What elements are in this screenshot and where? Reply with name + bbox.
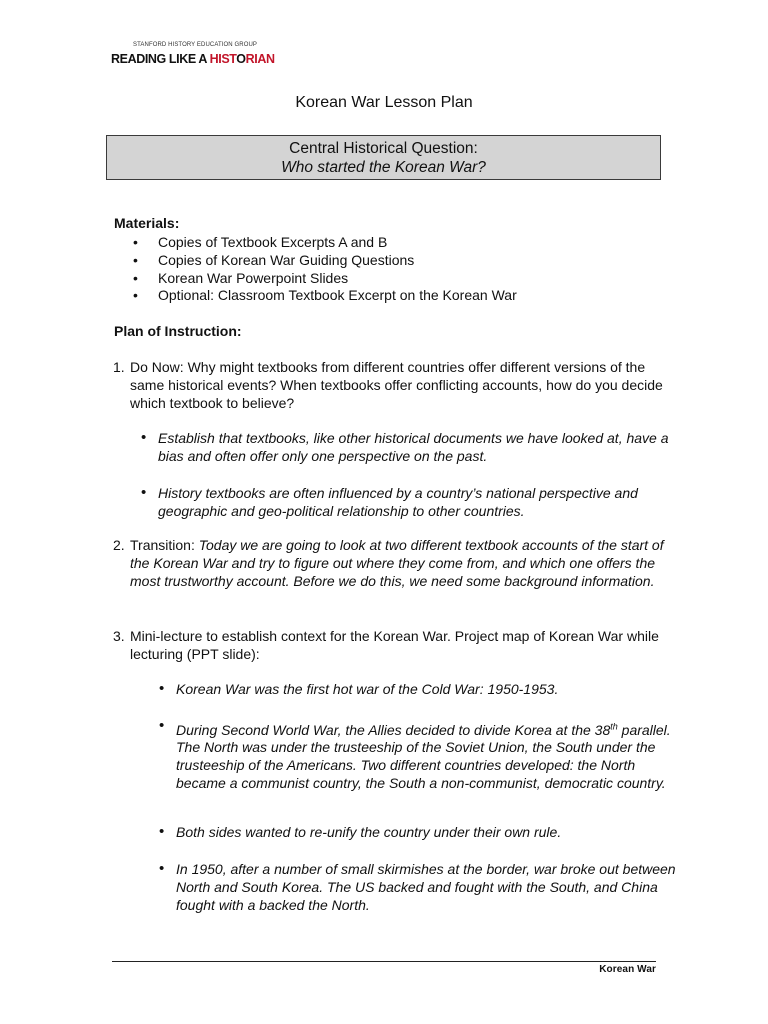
list-item [130,287,517,305]
bullet-icon: • [159,860,165,877]
instruction-step-2 [113,537,673,590]
bullet-icon: • [159,823,165,840]
list-item-text: Establish that textbooks, like other historical documents we have looked at, have a bias and often offer only one perspective on the past. [158,430,669,464]
materials-list [130,234,517,305]
bullet-icon: • [133,287,138,304]
list-item-text-part-2: parallel. The North was under the trusteeship of the Soviet Union, the South under the trusteeship of the Americans. Two different countries developed: the North became a communist country, the South a non-communist, democratic country. [176,721,671,792]
list-item [159,680,676,699]
list-item [130,234,517,252]
central-question-label: Central Historical Question: [289,140,478,157]
list-item [130,252,517,270]
central-question-box [106,135,661,180]
footer-label: Korean War [599,964,656,975]
list-item-text: Optional: Classroom Textbook Excerpt on the Korean War [158,287,517,304]
bullet-icon: • [141,484,147,501]
list-item [141,429,678,466]
logo-org-name: STANFORD HISTORY EDUCATION GROUP [133,42,257,48]
step-number: 1. [113,359,125,375]
list-item-text [176,722,671,791]
step-text: Do Now: Why might textbooks from different countries offer different versions of the same historical events? When textbooks offer conflicting accounts, how do you decide which textbook to believe? [130,359,663,411]
logo-wordmark [111,52,275,66]
bullet-icon: • [133,269,138,286]
footer-divider [112,961,656,962]
instruction-step-1 [113,359,673,412]
logo-text-part-3: O [236,52,246,66]
list-item-text: In 1950, after a number of small skirmishes at the border, war broke out between North and South Korea. The US backed and fought with the South, and China fought with a backed the North. [176,861,676,913]
list-item-text: Korean War Powerpoint Slides [158,269,349,286]
list-item-text-part-1: During Second World War, the Allies decided to divide Korea at the 38 [176,721,611,738]
list-item-text: Copies of Textbook Excerpts A and B [158,234,388,250]
step-number: 3. [113,628,125,644]
list-item [159,717,676,793]
bullet-icon: • [159,680,165,697]
list-item [159,860,676,914]
bullet-icon: • [133,251,138,268]
plan-heading: Plan of Instruction: [114,323,242,339]
step-text: Mini-lecture to establish context for the Korean War. Project map of Korean War while lecturing (PPT slide): [130,628,659,662]
list-item-text: Both sides wanted to re-unify the country under their own rule. [176,824,562,840]
logo-text-part-1: READING LIKE A [111,52,210,66]
materials-heading: Materials: [114,215,180,231]
step-label: Transition: [130,537,199,553]
list-item [159,823,676,842]
central-question-text: Who started the Korean War? [281,159,486,176]
list-item [141,484,678,521]
logo-text-part-2: HIST [209,52,237,66]
bullet-icon: • [159,717,165,734]
list-item [130,270,517,288]
reading-like-a-historian-logo [111,42,275,70]
logo-text-part-4: RIAN [245,52,275,66]
step-text [113,537,673,590]
instruction-step-3 [113,628,673,664]
bullet-icon: • [133,234,138,250]
list-item-text: History textbooks are often influenced by a country’s national perspective and geographic and geo-political relationship to other countries. [158,485,638,519]
step-italic-text: Today we are going to look at two different textbook accounts of the start of the Korean War and try to figure out where they come from, and which one offers the most trustworthy account. Before we do this, we need some background information. [130,537,664,589]
superscript: th [610,721,618,731]
document-title: Korean War Lesson Plan [295,94,473,111]
bullet-icon: • [141,429,147,446]
list-item-text: Copies of Korean War Guiding Questions [158,251,415,268]
list-item-text: Korean War was the first hot war of the Cold War: 1950-1953. [176,681,559,697]
step-number: 2. [113,537,125,553]
